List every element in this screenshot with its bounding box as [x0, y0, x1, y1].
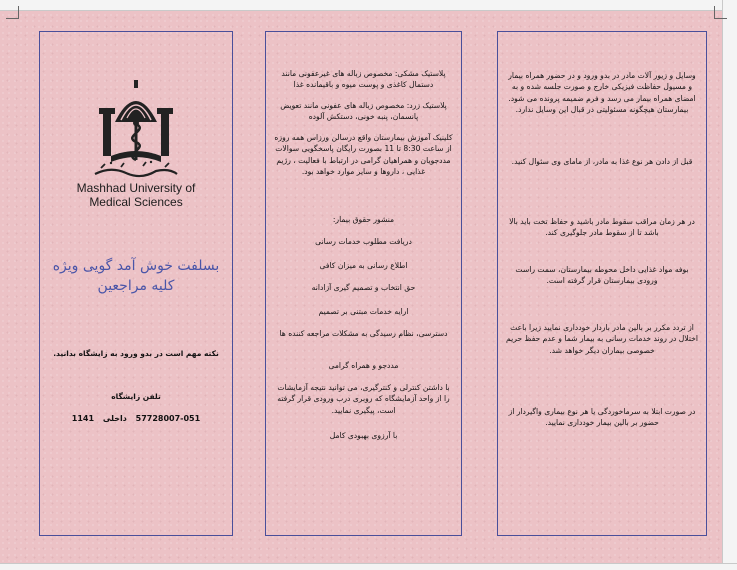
university-name-line-2: Medical Sciences — [89, 195, 183, 209]
page-bottom-edge — [0, 563, 737, 570]
paragraph-buffet: بوفه مواد غذایی داخل محوطه بیمارستان، سمت راست ورودی بیمارستان قرار گرفته است. — [515, 265, 689, 286]
university-name-line-1: Mashhad University of — [76, 181, 196, 195]
phone-number: 57728007-051 — [135, 414, 201, 423]
paragraph-lab-results: با داشتن کنترلی و کنترگیری، می توانید نتیجه آزمایشات را از واحد آزمایشگاه که روبری درب ورودی قرار گرفته است، پیگیری نمایید. — [277, 383, 450, 415]
paragraph-fall-prevention: در هر زمان مراقب سقوط مادر باشید و حفاظ تخت باید بالا باشد تا از سقوط مادر جلوگیری کند. — [509, 217, 695, 238]
page-right-edge — [722, 0, 737, 570]
paragraph-black-bag: پلاستیک مشکی: مخصوص زباله های غیرعفونی مانند دستمال کاغذی و پوست میوه و باقیمانده غذا — [281, 69, 446, 90]
right-item-1: دریافت مطلوب خدمات رسانی — [315, 237, 412, 246]
crop-mark-top-left — [6, 6, 19, 19]
phone-title: تلفن زایشگاه — [111, 392, 161, 401]
paragraph-food: قبل از دادن هر نوع غذا به مادر، از مامای وی سئوال کنید. — [511, 157, 693, 166]
phone-line — [40, 414, 232, 423]
right-item-5: دسترسی، نظام رسیدگی به مشکلات مراجعه کننده ها — [279, 329, 448, 338]
welcome-title — [40, 256, 232, 296]
university-logo — [40, 74, 232, 208]
page-top-edge — [0, 0, 737, 11]
greeting: مددجو و همراه گرامی — [328, 361, 399, 370]
middle-panel — [265, 31, 462, 536]
paragraph-valuables: وسایل و زیور آلات مادر در بدو ورود و در حضور همراه بیمار و مسیول حفاظت فیزیکی خارج و صورت جلسه شده و به امضای همراه بیمار می رسد و فرم ضمیمه پرونده می شود. بیمارستان هیچگونه مسئولیتی در قبال این وسایل ندارد. — [508, 71, 696, 115]
cover-panel — [39, 31, 233, 536]
paragraph-clinic: کلینیک آموزش بیمارستان واقع درسالن ورزاس همه روزه از ساعت 8:30 تا 11 بصورت رایگان پاسخگویی سوالات مددجویان و همراهیان گرامی در ارتباط با فعالیت ، رژیم غذایی ، داروها و سایر موارد خواهد بود. — [274, 133, 453, 177]
right-item-2: اطلاع رسانی به میزان کافی — [319, 261, 408, 270]
closing-wish: با آرزوی بهبودی کامل — [329, 431, 398, 440]
welcome-title-line-2: کلیه مراجعین — [97, 278, 175, 294]
paragraph-illness: در صورت ابتلا به سرماخوردگی یا هر نوع بیماری واگیردار از حضور بر بالین بیمار خودداری نمایید. — [508, 407, 696, 428]
rights-charter-title: منشور حقوق بیمار: — [332, 215, 395, 224]
welcome-title-line-1: بسلفت خوش آمد گویی ویژه — [52, 258, 220, 274]
right-item-4: ارایه خدمات مبتنی بر تصمیم — [318, 307, 409, 316]
crop-mark-top-right — [714, 6, 727, 19]
extension-number: 1141 — [71, 414, 95, 423]
extension-label: داخلی — [102, 414, 127, 423]
paragraph-visiting: از تردد مکرر بر بالین مادر باردار خودداری نمایید زیرا باعث اختلال در روند خدمات رسانی به بیمار شما و عدم حفظ حریم خصوصی بیماران دیگر خواهد شد. — [506, 323, 698, 355]
right-panel — [497, 31, 707, 536]
right-item-3: حق انتخاب و تصمیم گیری آزادانه — [311, 283, 416, 292]
university-emblem-icon — [81, 74, 191, 180]
paragraph-yellow-bag: پلاستیک زرد: مخصوص زباله های عفونی مانند تعویض پانسمان، پنبه خونی، دستکش آلوده — [280, 101, 447, 122]
important-note: نکته مهم است در بدو ورود به زایشگاه بدانید. — [53, 349, 219, 358]
